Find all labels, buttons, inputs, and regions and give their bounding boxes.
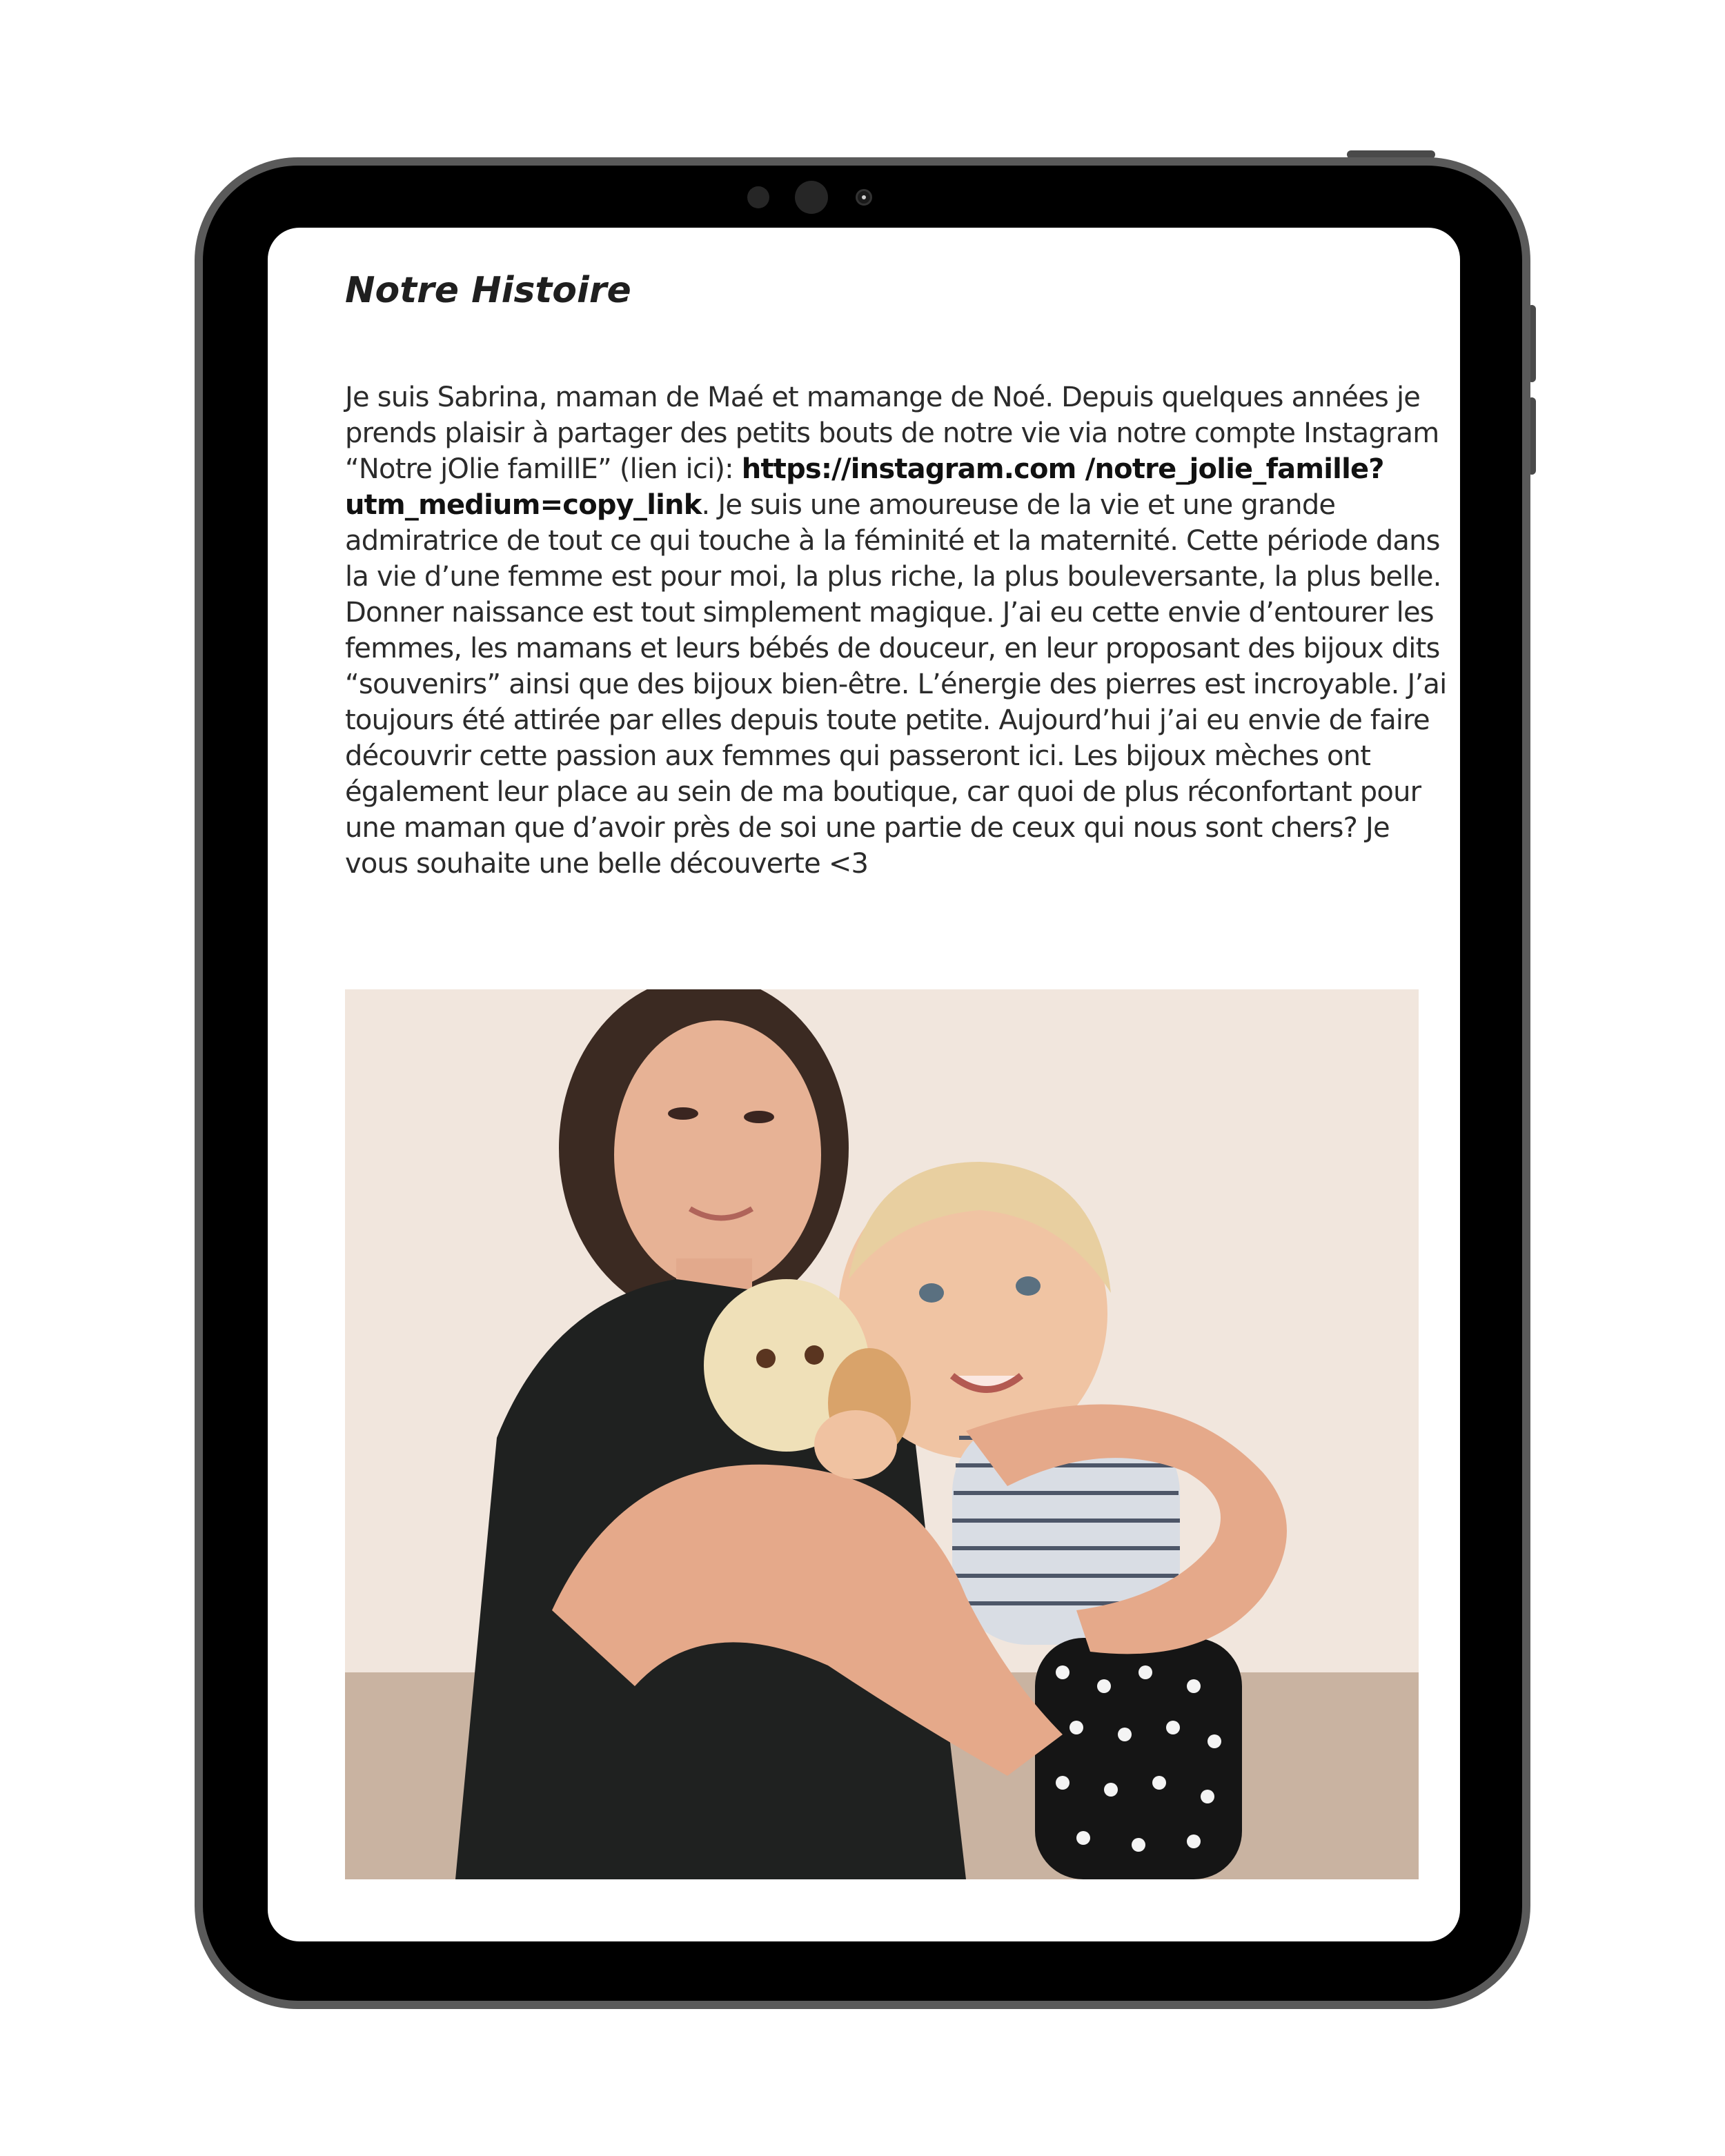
paragraph-intro: Je suis Sabrina, maman de Maé et mamange de Noé. Depuis quelques années je prends plaisir à partager des petits bouts de notre vie via notre compte Instagram “Notre jOlie famillE” (lien ici):: [345, 382, 1439, 485]
camera-lens-icon: [856, 189, 872, 206]
story-paragraph: [345, 379, 1449, 882]
sensor-dot-icon: [747, 186, 769, 208]
paragraph-rest: . Je suis une amoureuse de la vie et une grande admiratrice de tout ce qui touche à la féminité et la maternité. Cette période dans la vie d’une femme est pour moi, la plus riche, la plus bouleversante, la plus belle. Donner naissance est tout simplement magique. J’ai eu cette envie d’entourer les femmes, les mamans et leurs bébés de douceur, en leur proposant des bijoux dits “souvenirs” ainsi que des bijoux bien-être. L’énergie des pierres est incroyable. J’ai toujours été attirée par elles depuis toute petite. Aujourd’hui j’ai eu envie de faire découvrir cette passion aux femmes qui passeront ici. Les bijoux mèches ont également leur place au sein de ma boutique, car quoi de plus réconfortant pour une maman que d’avoir près de soi une partie de ceux qui nous sont chers? Je vous souhaite une belle découverte <3: [345, 489, 1447, 880]
page-title: Notre Histoire: [345, 270, 631, 311]
front-camera-icon: [795, 181, 828, 214]
family-photo-illustration: [345, 989, 1419, 1879]
instagram-link[interactable]: https://instagram.com /notre_jolie_famille?utm_medium=copy_link: [345, 453, 1384, 521]
tablet-screen: [268, 228, 1460, 1941]
family-photo: [345, 989, 1419, 1879]
